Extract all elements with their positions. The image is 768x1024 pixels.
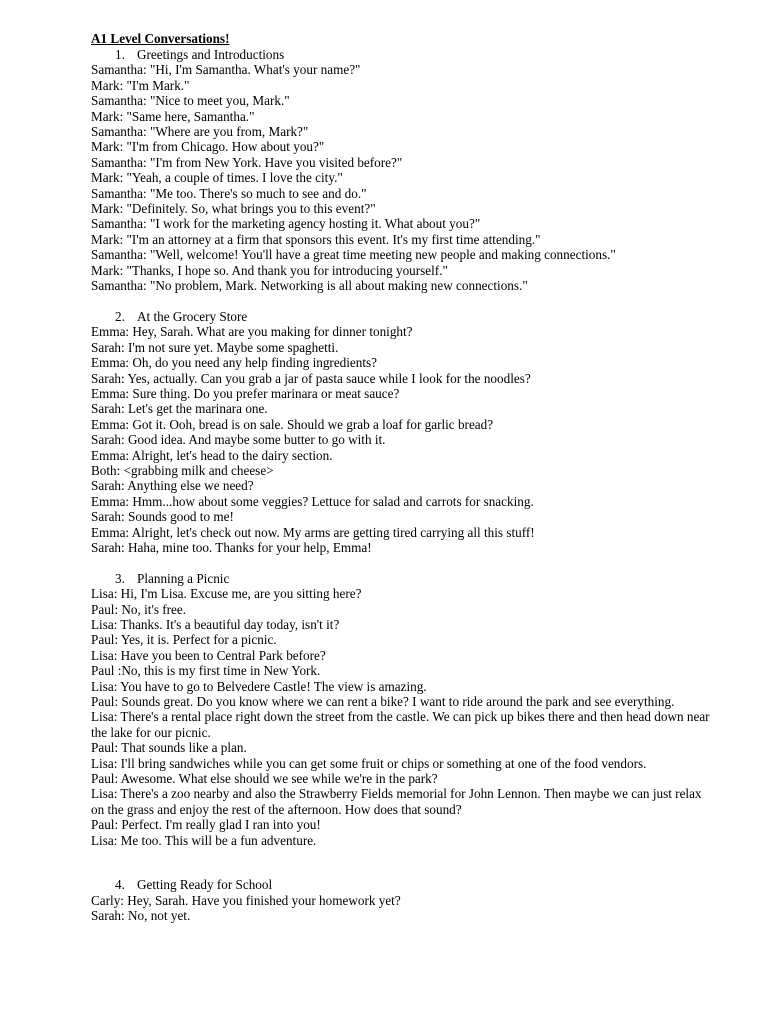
- dialogue-line: Emma: Hey, Sarah. What are you making for dinner tonight?: [91, 324, 413, 340]
- dialogue-line: Paul: Sounds great. Do you know where we can rent a bike? I want to ride around the park and see everything.: [91, 694, 675, 710]
- dialogue-line: Emma: Alright, let's head to the dairy section.: [91, 447, 333, 463]
- dialogue-line: Sarah: Sounds good to me!: [91, 509, 234, 525]
- dialogue-line: Paul: That sounds like a plan.: [91, 740, 247, 756]
- dialogue-line: Paul: No, it's free.: [91, 601, 187, 617]
- dialogue-lines: [91, 586, 711, 848]
- dialogue-line: Paul: Awesome. What else should we see while we're in the park?: [91, 771, 438, 787]
- section-title: Getting Ready for School: [137, 877, 273, 893]
- section-school: [91, 877, 711, 923]
- section-title: At the Grocery Store: [137, 308, 248, 324]
- dialogue-line: Lisa: There's a zoo nearby and also the Strawberry Fields memorial for John Lennon. Then maybe we can just relax on the grass and enjoy the rest of the afternoon. How does that sound?: [91, 786, 702, 817]
- section-number: 1.: [115, 47, 125, 62]
- dialogue-line: Samantha: "Well, welcome! You'll have a great time meeting new people and making connections.": [91, 247, 616, 263]
- dialogue-line: Sarah: Yes, actually. Can you grab a jar of pasta sauce while I look for the noodles?: [91, 370, 531, 386]
- dialogue-line: Lisa: You have to go to Belvedere Castle! The view is amazing.: [91, 678, 427, 694]
- dialogue-line: Mark: "Same here, Samantha.": [91, 108, 255, 124]
- dialogue-line: Lisa: Have you been to Central Park before?: [91, 647, 326, 663]
- dialogue-line: Emma: Got it. Ooh, bread is on sale. Should we grab a loaf for garlic bread?: [91, 416, 494, 432]
- dialogue-line: Sarah: Haha, mine too. Thanks for your help, Emma!: [91, 539, 372, 555]
- dialogue-line: Lisa: I'll bring sandwiches while you can get some fruit or chips or something at one of the food vendors.: [91, 755, 647, 771]
- section-grocery: [91, 309, 711, 556]
- dialogue-line: Sarah: Good idea. And maybe some butter to go with it.: [91, 432, 386, 448]
- dialogue-line: Samantha: "No problem, Mark. Networking is all about making new connections.": [91, 278, 528, 294]
- dialogue-line: Emma: Oh, do you need any help finding ingredients?: [91, 355, 378, 371]
- section-number: 2.: [115, 308, 125, 324]
- dialogue-line: Sarah: No, not yet.: [91, 907, 191, 923]
- dialogue-line: Sarah: Anything else we need?: [91, 478, 254, 494]
- dialogue-line: Mark: "Definitely. So, what brings you to this event?": [91, 201, 376, 217]
- dialogue-line: Samantha: "Hi, I'm Samantha. What's your name?": [91, 62, 361, 78]
- dialogue-line: Lisa: Thanks. It's a beautiful day today, isn't it?: [91, 617, 340, 632]
- dialogue-line: Samantha: "I'm from New York. Have you visited before?": [91, 154, 403, 170]
- dialogue-line: Sarah: I'm not sure yet. Maybe some spaghetti.: [91, 339, 339, 355]
- dialogue-line: Both: <grabbing milk and cheese>: [91, 462, 274, 478]
- dialogue-line: Mark: "Yeah, a couple of times. I love the city.": [91, 170, 343, 186]
- dialogue-line: Sarah: Let's get the marinara one.: [91, 401, 268, 417]
- dialogue-lines: [91, 62, 711, 293]
- dialogue-line: Mark: "I'm an attorney at a firm that sponsors this event. It's my first time attending.": [91, 231, 541, 247]
- section-heading: [91, 571, 711, 586]
- dialogue-line: Samantha: "Nice to meet you, Mark.": [91, 93, 290, 109]
- dialogue-line: Samantha: "I work for the marketing agency hosting it. What about you?": [91, 216, 481, 232]
- dialogue-line: Emma: Alright, let's check out now. My arms are getting tired carrying all this stuff!: [91, 524, 535, 540]
- section-picnic: [91, 571, 711, 848]
- document-title: A1 Level Conversations!: [91, 31, 230, 46]
- dialogue-lines: [91, 893, 711, 924]
- dialogue-lines: [91, 324, 711, 555]
- dialogue-line: Samantha: "Me too. There's so much to see and do.": [91, 185, 367, 201]
- document-page: [91, 31, 711, 923]
- dialogue-line: Samantha: "Where are you from, Mark?": [91, 124, 309, 140]
- section-heading: [91, 877, 711, 892]
- section-heading: [91, 47, 711, 62]
- dialogue-line: Emma: Sure thing. Do you prefer marinara or meat sauce?: [91, 385, 400, 401]
- dialogue-line: Emma: Hmm...how about some veggies? Lettuce for salad and carrots for snacking.: [91, 493, 534, 509]
- section-title: Planning a Picnic: [137, 570, 230, 586]
- section-title: Greetings and Introductions: [137, 47, 285, 62]
- dialogue-line: Mark: "Thanks, I hope so. And thank you for introducing yourself.": [91, 262, 448, 278]
- section-number: 3.: [115, 570, 125, 586]
- dialogue-line: Paul: Yes, it is. Perfect for a picnic.: [91, 632, 277, 648]
- section-number: 4.: [115, 877, 125, 893]
- dialogue-line: Lisa: Me too. This will be a fun adventure.: [91, 832, 317, 848]
- dialogue-line: Paul: Perfect. I'm really glad I ran into you!: [91, 817, 321, 833]
- dialogue-line: Mark: "I'm from Chicago. How about you?": [91, 139, 325, 155]
- dialogue-line: Carly: Hey, Sarah. Have you finished your homework yet?: [91, 892, 401, 908]
- section-heading: [91, 309, 711, 324]
- dialogue-line: Paul :No, this is my first time in New York.: [91, 663, 321, 679]
- dialogue-line: Lisa: Hi, I'm Lisa. Excuse me, are you sitting here?: [91, 586, 362, 602]
- dialogue-line: Mark: "I'm Mark.": [91, 77, 190, 93]
- dialogue-line: Lisa: There's a rental place right down the street from the castle. We can pick up bikes there and then head down near the lake for our picnic.: [91, 709, 710, 740]
- section-greetings: [91, 47, 711, 294]
